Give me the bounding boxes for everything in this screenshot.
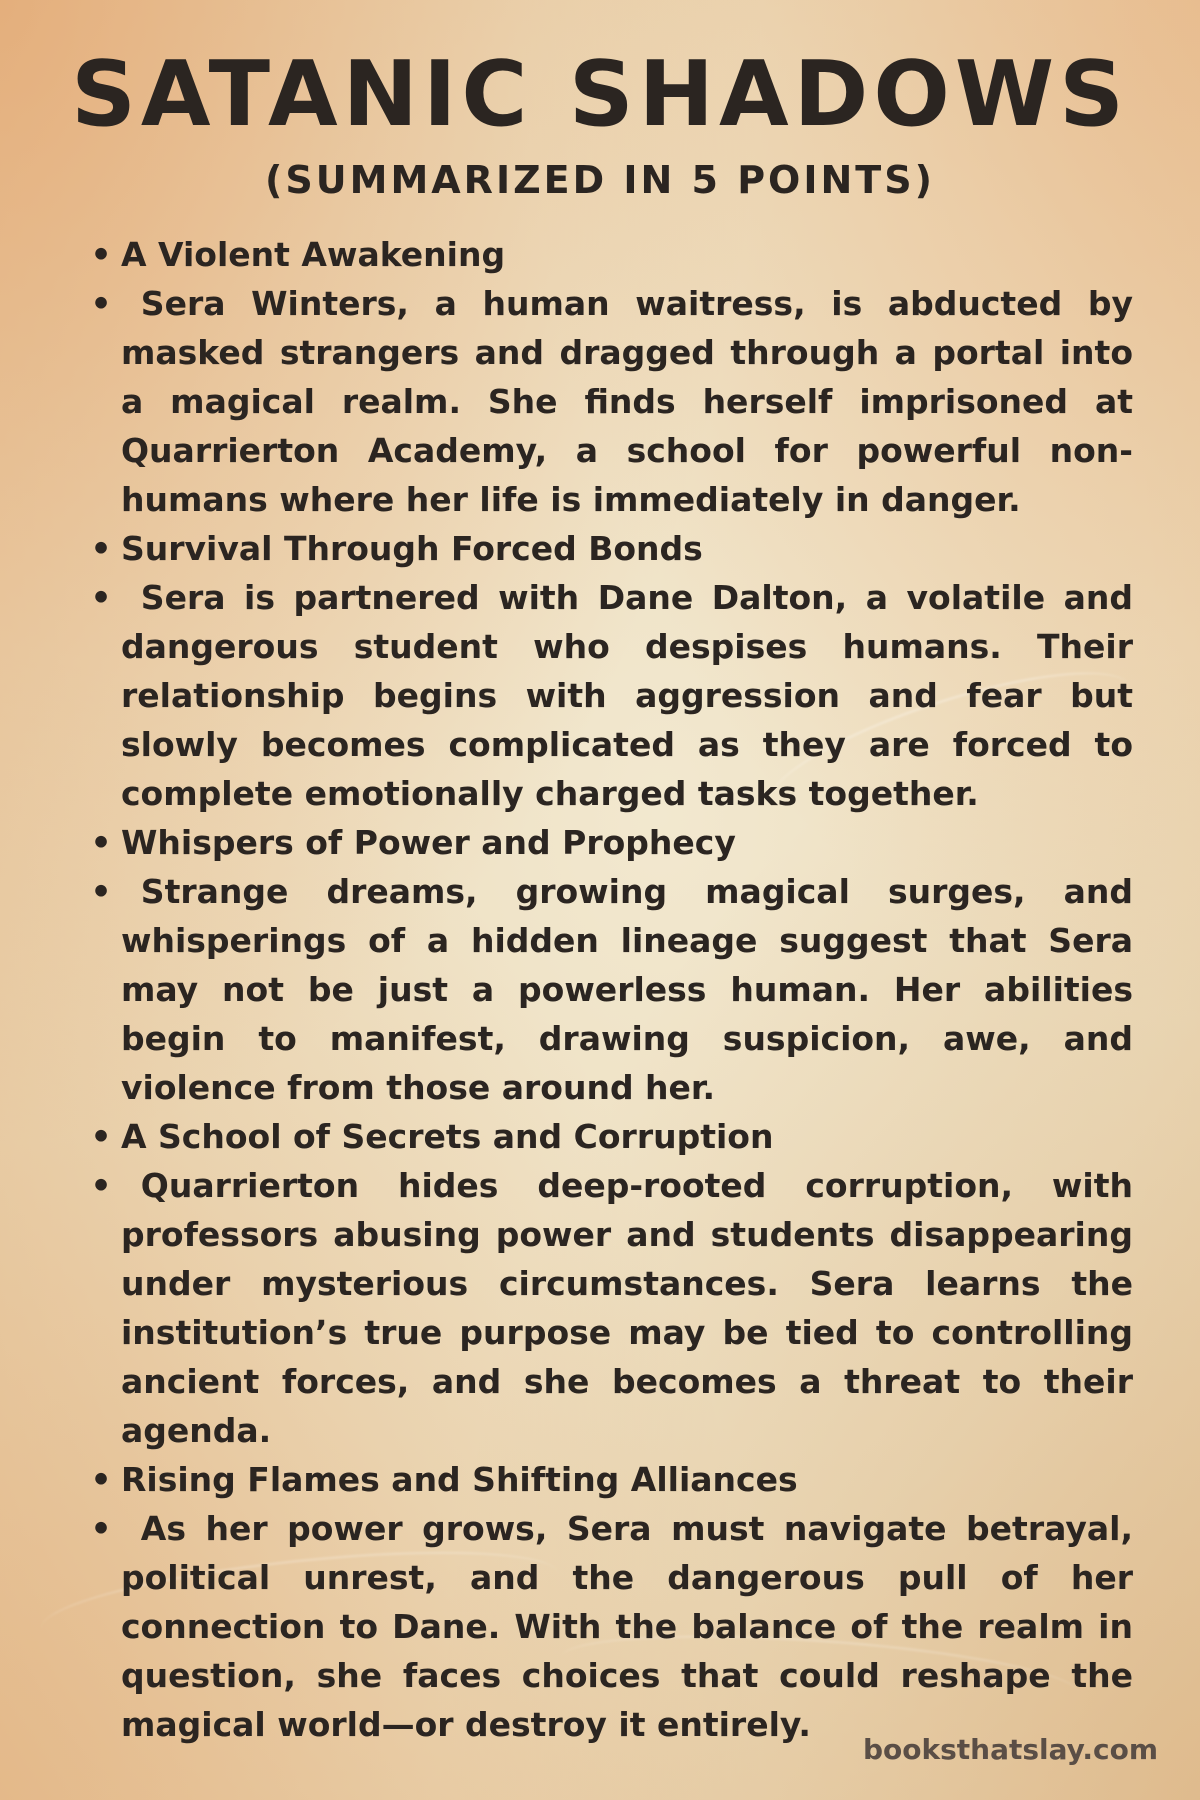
point-heading-text: A Violent Awakening [121, 235, 506, 274]
bullet-icon: • [90, 1509, 112, 1548]
bullet-icon: • [90, 1460, 112, 1499]
bullet-icon: • [90, 578, 112, 617]
point-body-3 [85, 867, 1133, 1112]
point-heading-1 [85, 230, 1133, 279]
point-body-5 [85, 1504, 1133, 1749]
point-heading-2 [85, 524, 1133, 573]
point-body-text: As her power grows, Sera must navigate betrayal, political unrest, and the dangerous pull of her connection to Dane. With the balance of the realm in question, she faces choices that could reshape the magical world—or destroy it entirely. [121, 1509, 1133, 1744]
point-body-text: Quarrierton hides deep-rooted corruption, with professors abusing power and students disappearing under mysterious circumstances. Sera learns the institution’s true purpose may be tied to controlling ancient forces, and she becomes a threat to their agenda. [121, 1166, 1133, 1450]
bullet-icon: • [90, 1117, 112, 1156]
point-heading-text: Whispers of Power and Prophecy [121, 823, 736, 862]
point-heading-3 [85, 818, 1133, 867]
point-heading-5 [85, 1455, 1133, 1504]
summary-points-list [85, 230, 1133, 1749]
point-heading-text: Survival Through Forced Bonds [121, 529, 703, 568]
point-body-text: Sera is partnered with Dane Dalton, a volatile and dangerous student who despises humans. Their relationship begins with aggression and fear but slowly becomes complicated as they are forced to complete emotionally charged tasks together. [121, 578, 1133, 813]
bullet-icon: • [90, 529, 112, 568]
point-body-1 [85, 279, 1133, 524]
site-watermark: booksthatslay.com [862, 1733, 1158, 1766]
bullet-icon: • [90, 872, 112, 911]
bullet-icon: • [90, 823, 112, 862]
point-body-text: Strange dreams, growing magical surges, and whisperings of a hidden lineage suggest that Sera may not be just a powerless human. Her abilities begin to manifest, drawing suspicion, awe, and violence from those around her. [121, 872, 1133, 1107]
page-subtitle: (SUMMARIZED IN 5 POINTS) [265, 158, 935, 202]
point-body-2 [85, 573, 1133, 818]
point-heading-text: Rising Flames and Shifting Alliances [121, 1460, 798, 1499]
page-title: SATANIC SHADOWS [71, 42, 1129, 147]
point-body-text: Sera Winters, a human waitress, is abducted by masked strangers and dragged through a portal into a magical realm. She finds herself imprisoned at Quarrierton Academy, a school for powerful non-humans where her life is immediately in danger. [121, 284, 1133, 519]
bullet-icon: • [90, 235, 112, 274]
bullet-icon: • [90, 284, 112, 323]
point-heading-text: A School of Secrets and Corruption [121, 1117, 774, 1156]
bullet-icon: • [90, 1166, 112, 1205]
point-heading-4 [85, 1112, 1133, 1161]
point-body-4 [85, 1161, 1133, 1455]
